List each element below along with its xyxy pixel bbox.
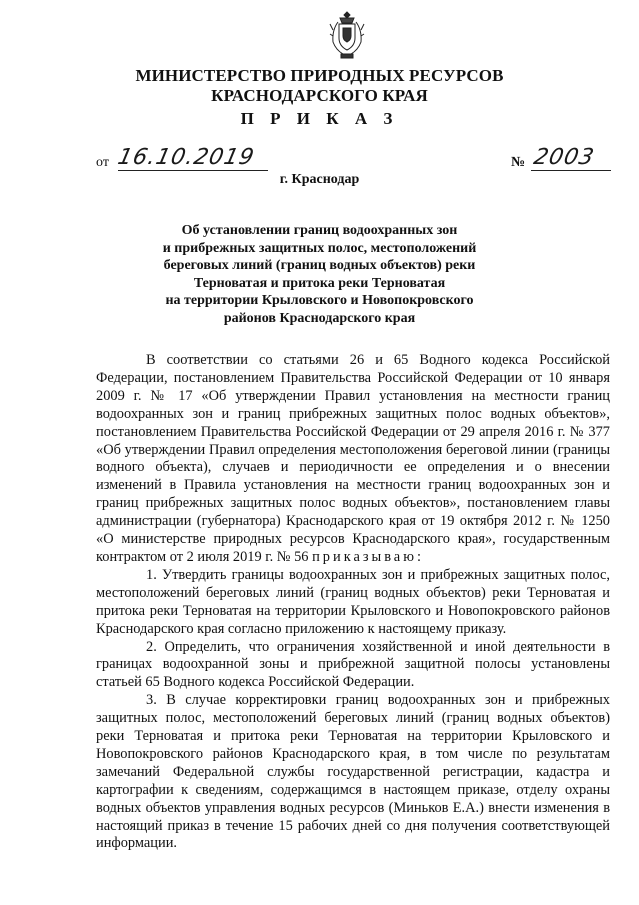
title-line: Об установлении границ водоохранных зон xyxy=(181,223,458,238)
preamble-paragraph xyxy=(96,352,610,567)
title-line: Терноватая и притока реки Терноватая xyxy=(193,275,446,291)
number-underline xyxy=(531,170,611,171)
preamble-end: : xyxy=(416,548,421,565)
coat-of-arms-icon xyxy=(329,10,365,60)
order-heading: П Р И К А З xyxy=(240,109,399,128)
date-number-row xyxy=(96,145,616,173)
title-line: береговых линий (границ водных объектов) реки xyxy=(163,258,476,273)
title-line: и прибрежных защитных полос, местоположений xyxy=(162,240,477,256)
ministry-header xyxy=(0,66,639,106)
ministry-name-line2: КРАСНОДАРСКОГО КРАЯ xyxy=(211,86,428,105)
clause-1: 1. Утвердить границы водоохранных зон и прибрежных защитных полос, местоположений береговых линий (границ водных объектов) реки Терноватая и притока реки Терноватая на территории Крыловского и Новопокровского районов Краснодарского края согласно приложению к настоящему приказу. xyxy=(96,566,610,637)
title-line: районов Краснодарского края xyxy=(223,310,416,326)
handwritten-date: 16.10.2019 xyxy=(115,145,257,170)
clause-3: 3. В случае корректировки границ водоохранных зон и прибрежных защитных полос, местоположений береговых линий (границ водных объектов) реки Терноватая и притока реки Терноватая на территории Крыловского и Новопокровского районов Краснодарского края, в том числе по результатам замечаний Федеральной службы государственной регистрации, кадастра и картографии к сведениям, содержащимся в настоящем приказе, отделу охраны водных объектов управления водных ресурсов (Миньков Е.А.) внести изменения в настоящий приказ в течение 15 рабочих дней со дня получения соответствующей информации. xyxy=(96,692,610,852)
handwritten-number: 2003 xyxy=(531,145,597,170)
clause-2: 2. Определить, что ограничения хозяйственной и иной деятельности в границах водоохранной зоны и прибрежной защитной полосы установлены статьей 65 Водного кодекса Российской Федерации. xyxy=(96,638,610,691)
order-body xyxy=(96,352,610,853)
title-line: на территории Крыловского и Новопокровского xyxy=(165,293,474,308)
order-title xyxy=(0,222,639,327)
city-line: г. Краснодар xyxy=(279,172,360,187)
preamble-text: В соответствии со статьями 26 и 65 Водного кодекса Российской Федерации, постановлением Правительства Российской Федерации от 10 января 2009 г. № 17 «Об утверждении Правил установления на местности границ водоохранных зон и границ прибрежных защитных полос водных объектов», постановлением Правительства Российской Федерации от 29 апреля 2016 г. № 377 «Об утверждении Правил определения местоположения береговой линии (границы водного объекта), случаев и периодичности ее определения и о внесении изменений в Правила установления на местности границ водоохранных зон и границ прибрежных защитных полос водных объектов», постановлением главы администрации (губернатора) Краснодарского края от 19 октября 2012 г. № 1250 «О министерстве природных ресурсов Краснодарского края», государственным контрактом от 2 июля 2019 г. № 56 xyxy=(96,352,610,565)
date-underline xyxy=(118,170,268,171)
ministry-name-line1: МИНИСТЕРСТВО ПРИРОДНЫХ РЕСУРСОВ xyxy=(135,66,504,85)
date-prefix: от xyxy=(96,155,109,170)
order-verb: приказываю xyxy=(312,548,417,565)
number-prefix: № xyxy=(511,155,526,170)
